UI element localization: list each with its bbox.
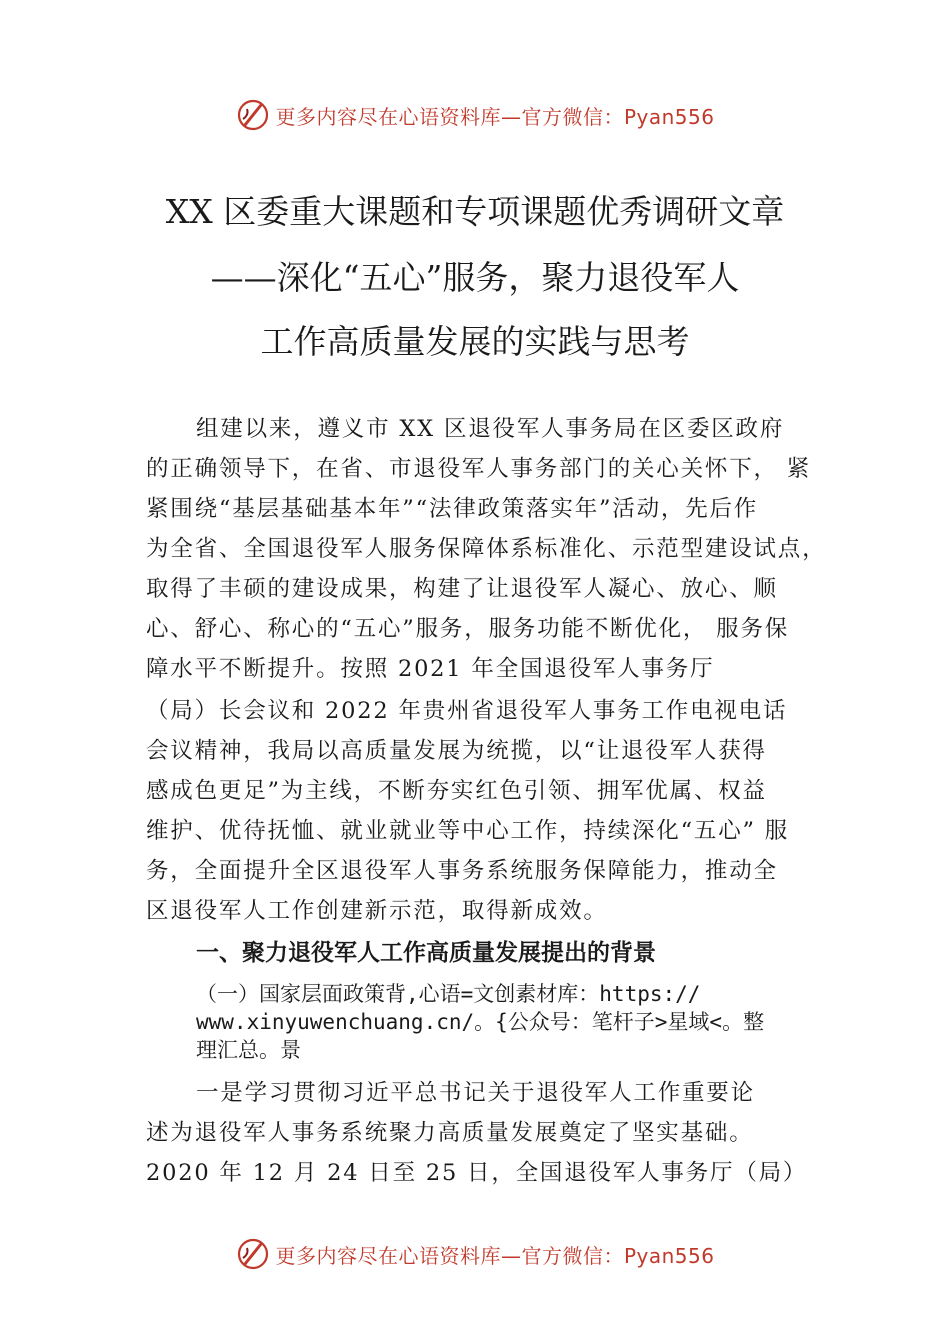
body-line: 感成色更足”为主线，不断夯实红色引领、拥军优属、权益 [146, 778, 767, 804]
body-line: 区退役军人工作创建新示范，取得新成效。 [146, 898, 608, 924]
doc-title-line-1: XX 区委重大课题和专项课题优秀调研文章 [165, 192, 785, 231]
doc-title-line-3: 工作高质量发展的实践与思考 [260, 322, 690, 361]
subsection-line: 理汇总。景 [196, 1038, 301, 1062]
subsection-line: www.xinyuwenchuang.cn/。{公众号：笔杆子>星域<。整 [196, 1010, 765, 1034]
body-line: 紧围绕“基层基础基本年”“法律政策落实年”活动，先后作 [146, 496, 759, 522]
body-line: 为全省、全国退役军人服务保障体系标准化、示范型建设试点， [146, 536, 827, 562]
body-line: 维护、优待抚恤、就业就业等中心工作，持续深化“五心” 服 [146, 818, 790, 844]
body-line: 心、舒心、称心的“五心”服务，服务功能不断优化， 服务保 [146, 616, 790, 642]
watermark-banner-bottom [0, 1234, 950, 1274]
body-line: 述为退役军人事务系统聚力高质量发展奠定了坚实基础。 [146, 1120, 754, 1146]
watermark-banner-top [0, 95, 950, 135]
body-line: 取得了丰硕的建设成果，构建了让退役军人凝心、放心、顺 [146, 576, 778, 602]
watermark-text: 更多内容尽在心语资料库—官方微信：Pyan556 [275, 1243, 715, 1268]
section-heading: 一、聚力退役军人工作高质量发展提出的背景 [196, 940, 656, 966]
body-line: （局）长会议和 2022 年贵州省退役军人事务工作电视电话 [146, 698, 788, 724]
body-line: 组建以来，遵义市 XX 区退役军人事务局在区委区政府 [196, 416, 785, 442]
body-line: 务，全面提升全区退役军人事务系统服务保障能力，推动全 [146, 858, 778, 884]
body-line: 一是学习贯彻习近平总书记关于退役军人工作重要论 [196, 1080, 755, 1106]
body-line: 障水平不断提升。按照 2021 年全国退役军人事务厅 [146, 656, 715, 682]
pen-circle-logo-icon [235, 97, 271, 133]
body-line: 会议精神，我局以高质量发展为统揽，以“让退役军人获得 [146, 738, 767, 764]
body-line: 的正确领导下，在省、市退役军人事务部门的关心关怀下， 紧 [146, 456, 812, 482]
doc-title-line-2: ——深化“五心”服务，聚力退役军人 [210, 258, 740, 297]
pen-circle-logo-icon [235, 1236, 271, 1272]
body-line: 2020 年 12 月 24 日至 25 日，全国退役军人事务厅（局） [146, 1160, 808, 1186]
watermark-text: 更多内容尽在心语资料库—官方微信：Pyan556 [275, 104, 715, 129]
subsection-line: （一）国家层面政策背,心语=文创素材库：https:// [196, 982, 701, 1006]
